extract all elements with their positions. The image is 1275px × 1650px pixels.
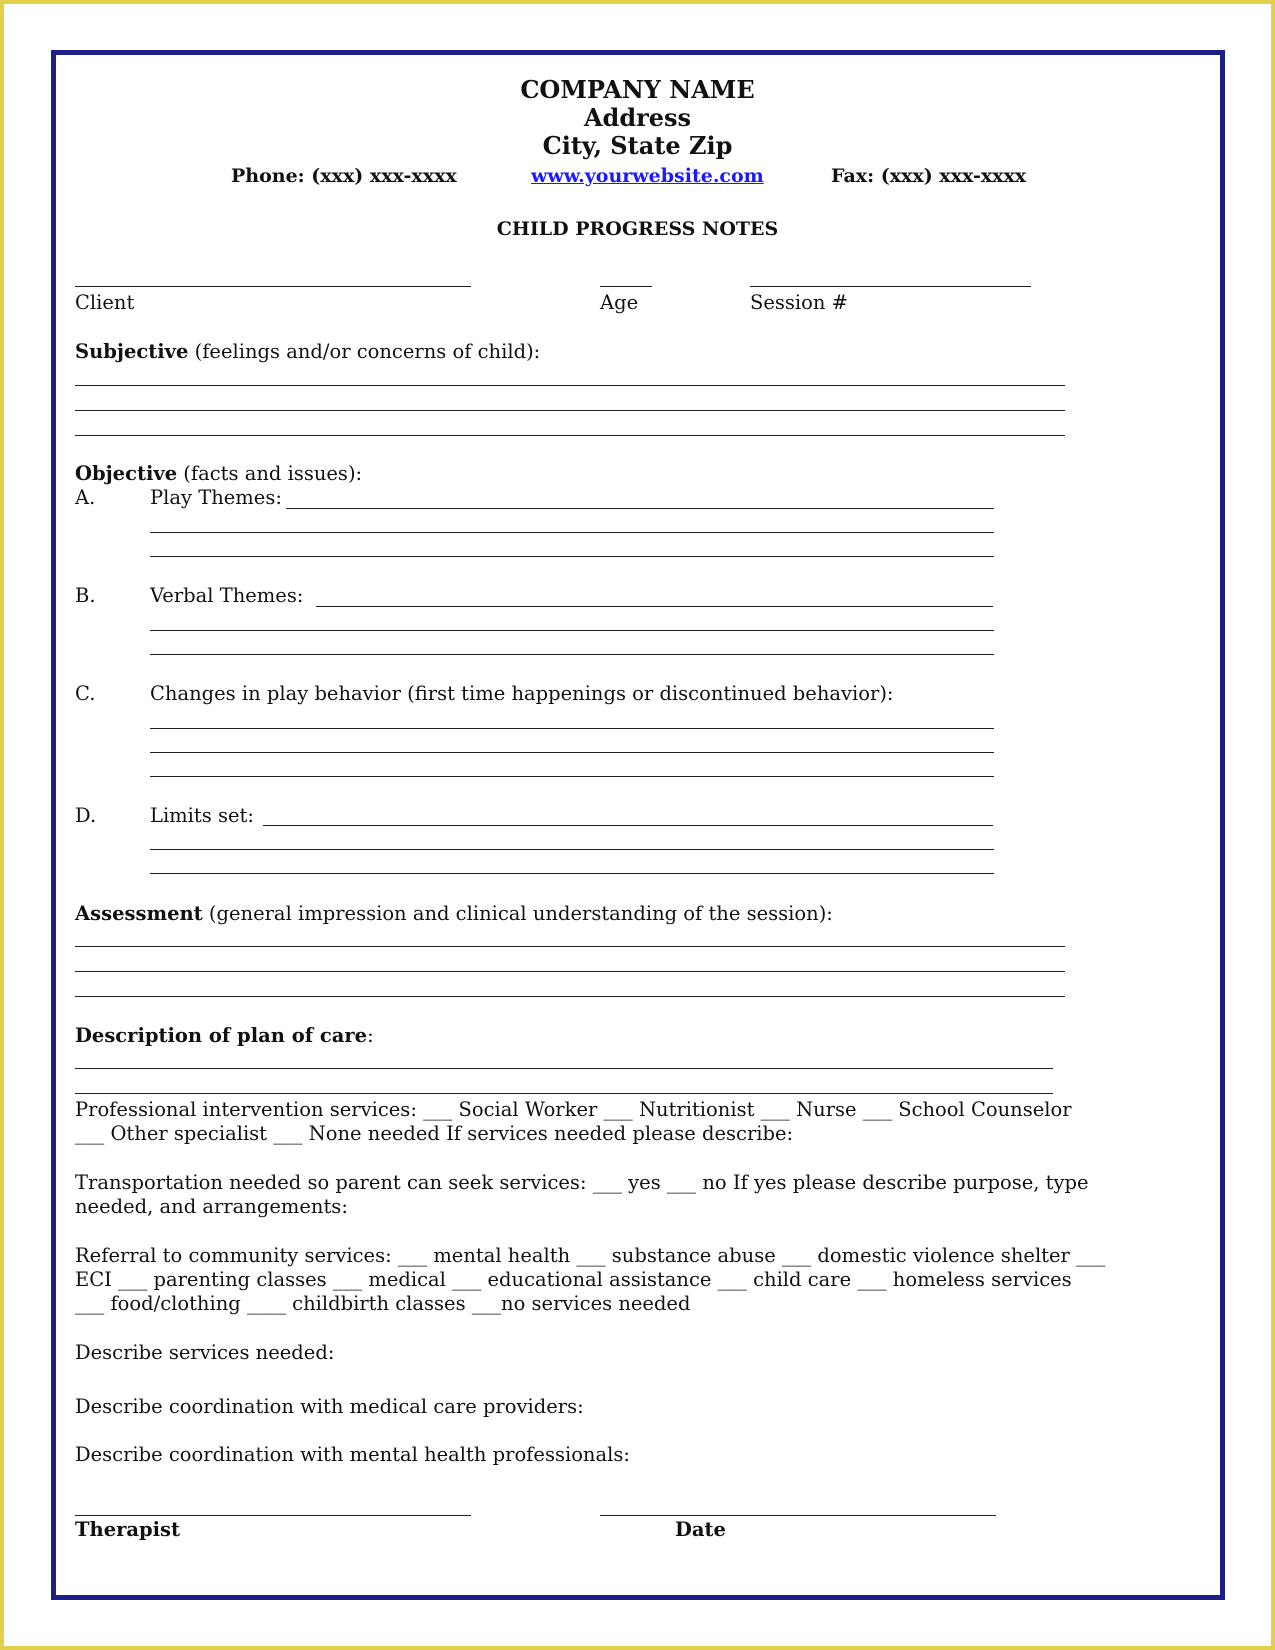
plan-label: Description of plan of care: [75, 1024, 368, 1047]
fax-number: Fax: (xxx) xxx-xxxx: [831, 165, 1027, 187]
subjective-line[interactable]: [75, 385, 1065, 386]
website-link[interactable]: www.yourwebsite.com: [531, 165, 764, 187]
play-themes-line[interactable]: [150, 556, 994, 557]
age-label: Age: [600, 291, 639, 314]
transportation-line: Transportation needed so parent can seek services: ___ yes ___ no If yes please describe purpose, type: [75, 1171, 1089, 1194]
play-themes-line[interactable]: [150, 532, 994, 533]
limits-set-label: Limits set:: [150, 804, 254, 827]
item-d-letter: D.: [75, 804, 97, 827]
session-line[interactable]: [750, 286, 1031, 287]
assessment-hint: (general impression and clinical understanding of the session):: [202, 902, 833, 925]
client-label: Client: [75, 291, 135, 314]
subjective-heading: [75, 340, 540, 364]
plan-heading: [75, 1024, 374, 1048]
subjective-label: Subjective: [75, 340, 189, 363]
assessment-line[interactable]: [75, 971, 1065, 972]
verbal-themes-line[interactable]: [150, 654, 994, 655]
client-line[interactable]: [75, 286, 471, 287]
verbal-themes-line[interactable]: [150, 630, 994, 631]
company-address: Address: [583, 103, 692, 132]
subjective-line[interactable]: [75, 410, 1065, 411]
assessment-label: Assessment: [75, 902, 203, 925]
age-line[interactable]: [600, 286, 652, 287]
date-label: Date: [675, 1518, 726, 1541]
transportation-line: needed, and arrangements:: [75, 1195, 348, 1218]
assessment-line[interactable]: [75, 996, 1065, 997]
session-label: Session #: [750, 291, 848, 314]
play-behavior-line[interactable]: [150, 776, 994, 777]
subjective-hint: (feelings and/or concerns of child):: [188, 340, 541, 363]
play-themes-label: Play Themes:: [150, 486, 282, 509]
item-b-letter: B.: [75, 584, 96, 607]
describe-services-label: Describe services needed:: [75, 1341, 335, 1364]
limits-set-line[interactable]: [150, 873, 994, 874]
professional-services-line: Professional intervention services: ___ Social Worker ___ Nutritionist ___ Nurse ___ School Counselor: [75, 1098, 1072, 1121]
plan-colon: :: [367, 1024, 374, 1047]
therapist-signature-line[interactable]: [75, 1515, 471, 1516]
plan-line[interactable]: [75, 1093, 1053, 1094]
objective-heading: [75, 462, 362, 486]
company-name: COMPANY NAME: [520, 75, 755, 104]
item-a-letter: A.: [75, 486, 96, 509]
assessment-heading: [75, 902, 833, 926]
objective-hint: (facts and issues):: [177, 462, 363, 485]
limits-set-line[interactable]: [263, 825, 993, 826]
plan-line[interactable]: [75, 1068, 1053, 1069]
referral-line: ___ food/clothing ____ childbirth classes ___no services needed: [75, 1292, 691, 1315]
verbal-themes-line[interactable]: [316, 606, 993, 607]
subjective-line[interactable]: [75, 435, 1065, 436]
therapist-label: Therapist: [75, 1518, 181, 1541]
referral-line: Referral to community services: ___ mental health ___ substance abuse ___ domestic violence shelter ___: [75, 1244, 1106, 1267]
assessment-line[interactable]: [75, 946, 1065, 947]
play-themes-line[interactable]: [286, 508, 994, 509]
describe-medical-label: Describe coordination with medical care providers:: [75, 1395, 584, 1418]
item-c-letter: C.: [75, 682, 96, 705]
play-behavior-line[interactable]: [150, 728, 994, 729]
play-behavior-label: Changes in play behavior (first time happenings or discontinued behavior):: [150, 682, 894, 705]
referral-line: ECI ___ parenting classes ___ medical ___ educational assistance ___ child care ___ homeless services: [75, 1268, 1072, 1291]
verbal-themes-label: Verbal Themes:: [150, 584, 304, 607]
professional-services-line: ___ Other specialist ___ None needed If services needed please describe:: [75, 1122, 794, 1145]
limits-set-line[interactable]: [150, 849, 994, 850]
phone-number: Phone: (xxx) xxx-xxxx: [231, 165, 457, 187]
objective-label: Objective: [75, 462, 178, 485]
play-behavior-line[interactable]: [150, 752, 994, 753]
describe-mental-label: Describe coordination with mental health professionals:: [75, 1443, 630, 1466]
date-line[interactable]: [600, 1515, 996, 1516]
form-title: CHILD PROGRESS NOTES: [496, 218, 779, 240]
company-city: City, State Zip: [542, 131, 733, 160]
